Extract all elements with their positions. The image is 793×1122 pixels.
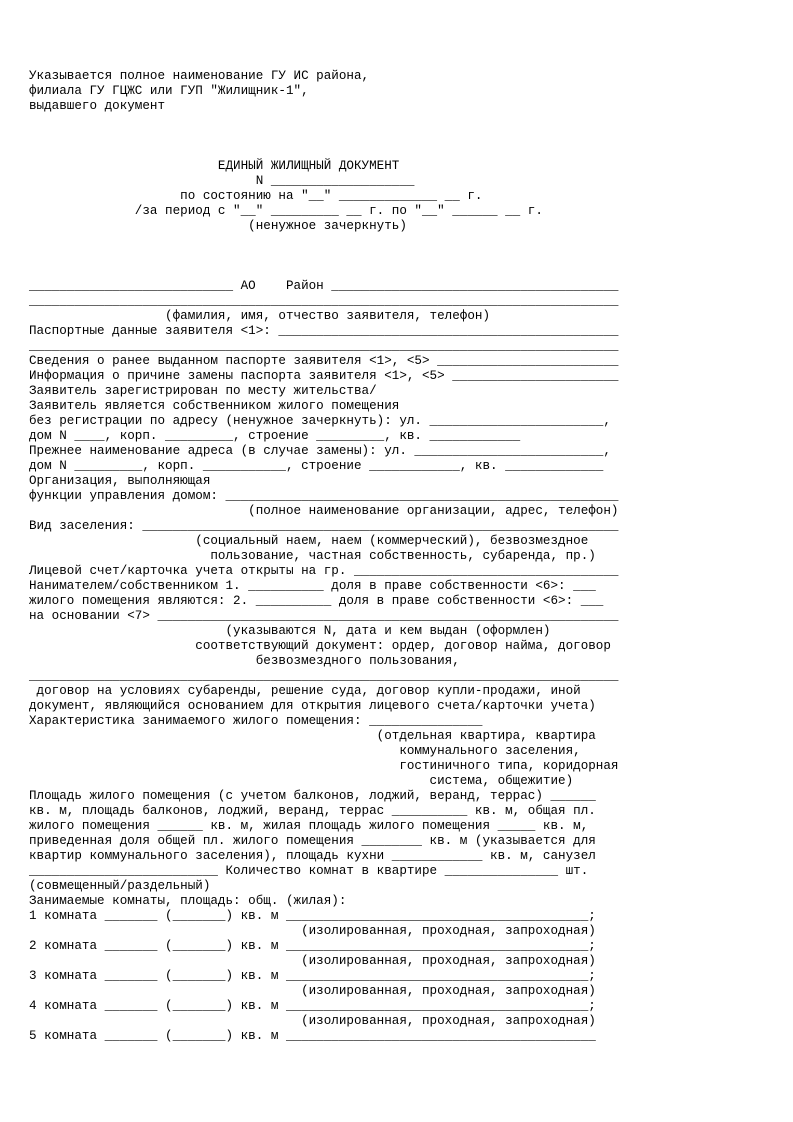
form-line: Площадь жилого помещения (с учетом балконов, лоджий, веранд, террас) ______ bbox=[29, 789, 596, 803]
form-line: (фамилия, имя, отчество заявителя, телефон) bbox=[29, 309, 491, 323]
form-line: ______________________________________________________________________________ bbox=[29, 669, 619, 683]
form-line: Занимаемые комнаты, площадь: общ. (жилая): bbox=[29, 894, 347, 908]
form-line: соответствующий документ: ордер, договор найма, договор bbox=[29, 639, 611, 653]
header-line: выдавшего документ bbox=[29, 99, 166, 113]
title-line: по состоянию на "__" _____________ __ г. bbox=[29, 189, 483, 203]
form-line: гостиничного типа, коридорная bbox=[29, 759, 619, 773]
form-line: (указываются N, дата и кем выдан (оформлен) bbox=[29, 624, 551, 638]
title-line: ЕДИНЫЙ ЖИЛИЩНЫЙ ДОКУМЕНТ bbox=[29, 159, 400, 173]
form-line: 1 комната _______ (_______) кв. м ________________________________________; bbox=[29, 909, 596, 923]
form-line: дом N _________, корп. ___________, строение ____________, кв. _____________ bbox=[29, 459, 604, 473]
form-line: (совмещенный/раздельный) bbox=[29, 879, 211, 893]
form-line: кв. м, площадь балконов, лоджий, веранд, террас __________ кв. м, общая пл. bbox=[29, 804, 596, 818]
form-body bbox=[29, 279, 793, 1044]
form-line: 2 комната _______ (_______) кв. м ________________________________________; bbox=[29, 939, 596, 953]
form-line: ___________________________ АО Район ______________________________________ bbox=[29, 279, 619, 293]
form-line: пользование, частная собственность, субаренда, пр.) bbox=[29, 549, 596, 563]
form-line: система, общежитие) bbox=[29, 774, 574, 788]
form-line: без регистрации по адресу (ненужное зачеркнуть): ул. _______________________, bbox=[29, 414, 611, 428]
form-line: 5 комната _______ (_______) кв. м _________________________________________ bbox=[29, 1029, 596, 1043]
form-line: дом N ____, корп. _________, строение _________, кв. ____________ bbox=[29, 429, 521, 443]
form-line: ______________________________________________________________________________ bbox=[29, 339, 619, 353]
form-line: безвозмездного пользования, bbox=[29, 654, 460, 668]
form-line: ______________________________________________________________________________ bbox=[29, 294, 619, 308]
title-line: (ненужное зачеркнуть) bbox=[29, 219, 407, 233]
title-line: /за период с "__" _________ __ г. по "__" ______ __ г. bbox=[29, 204, 543, 218]
form-line: на основании <7> _____________________________________________________________ bbox=[29, 609, 619, 623]
form-line: (изолированная, проходная, запроходная) bbox=[29, 1014, 596, 1028]
form-line: жилого помещения являются: 2. __________ доля в праве собственности <6>: ___ bbox=[29, 594, 604, 608]
form-line: (социальный наем, наем (коммерческий), безвозмездное bbox=[29, 534, 589, 548]
form-line: (изолированная, проходная, запроходная) bbox=[29, 924, 596, 938]
header-line: Указывается полное наименование ГУ ИС района, bbox=[29, 69, 370, 83]
form-line: Характеристика занимаемого жилого помещения: _______________ bbox=[29, 714, 483, 728]
form-line: 3 комната _______ (_______) кв. м ________________________________________; bbox=[29, 969, 596, 983]
form-line: Прежнее наименование адреса (в случае замены): ул. _________________________, bbox=[29, 444, 611, 458]
form-line: (изолированная, проходная, запроходная) bbox=[29, 984, 596, 998]
form-line: приведенная доля общей пл. жилого помещения ________ кв. м (указывается для bbox=[29, 834, 596, 848]
form-line: коммунального заселения, bbox=[29, 744, 581, 758]
form-line: документ, являющийся основанием для открытия лицевого счета/карточки учета) bbox=[29, 699, 596, 713]
form-line: функции управления домом: ____________________________________________________ bbox=[29, 489, 619, 503]
form-line: Сведения о ранее выданном паспорте заявителя <1>, <5> ________________________ bbox=[29, 354, 619, 368]
title-line: N ___________________ bbox=[29, 174, 415, 188]
form-line: Лицевой счет/карточка учета открыты на гр. ___________________________________ bbox=[29, 564, 619, 578]
form-line: _________________________ Количество комнат в квартире _______________ шт. bbox=[29, 864, 589, 878]
form-line: 4 комната _______ (_______) кв. м ________________________________________; bbox=[29, 999, 596, 1013]
form-line: Заявитель является собственником жилого помещения bbox=[29, 399, 400, 413]
form-line: (отдельная квартира, квартира bbox=[29, 729, 596, 743]
document-title-block bbox=[29, 159, 793, 234]
form-line: Паспортные данные заявителя <1>: _____________________________________________ bbox=[29, 324, 619, 338]
form-line: Вид заселения: _______________________________________________________________ bbox=[29, 519, 619, 533]
form-line: квартир коммунального заселения), площадь кухни ____________ кв. м, санузел bbox=[29, 849, 596, 863]
form-line: (полное наименование организации, адрес, телефон) bbox=[29, 504, 619, 518]
form-line: Организация, выполняющая bbox=[29, 474, 211, 488]
form-line: договор на условиях субаренды, решение суда, договор купли-продажи, иной bbox=[29, 684, 581, 698]
form-line: Нанимателем/собственником 1. __________ доля в праве собственности <6>: ___ bbox=[29, 579, 596, 593]
header-line: филиала ГУ ГЦЖС или ГУП "Жилищник-1", bbox=[29, 84, 309, 98]
form-line: Заявитель зарегистрирован по месту жительства/ bbox=[29, 384, 377, 398]
form-line: (изолированная, проходная, запроходная) bbox=[29, 954, 596, 968]
document-page bbox=[29, 69, 793, 1044]
form-line: Информация о причине замены паспорта заявителя <1>, <5> ______________________ bbox=[29, 369, 619, 383]
issuer-header bbox=[29, 69, 793, 114]
form-line: жилого помещения ______ кв. м, жилая площадь жилого помещения _____ кв. м, bbox=[29, 819, 589, 833]
